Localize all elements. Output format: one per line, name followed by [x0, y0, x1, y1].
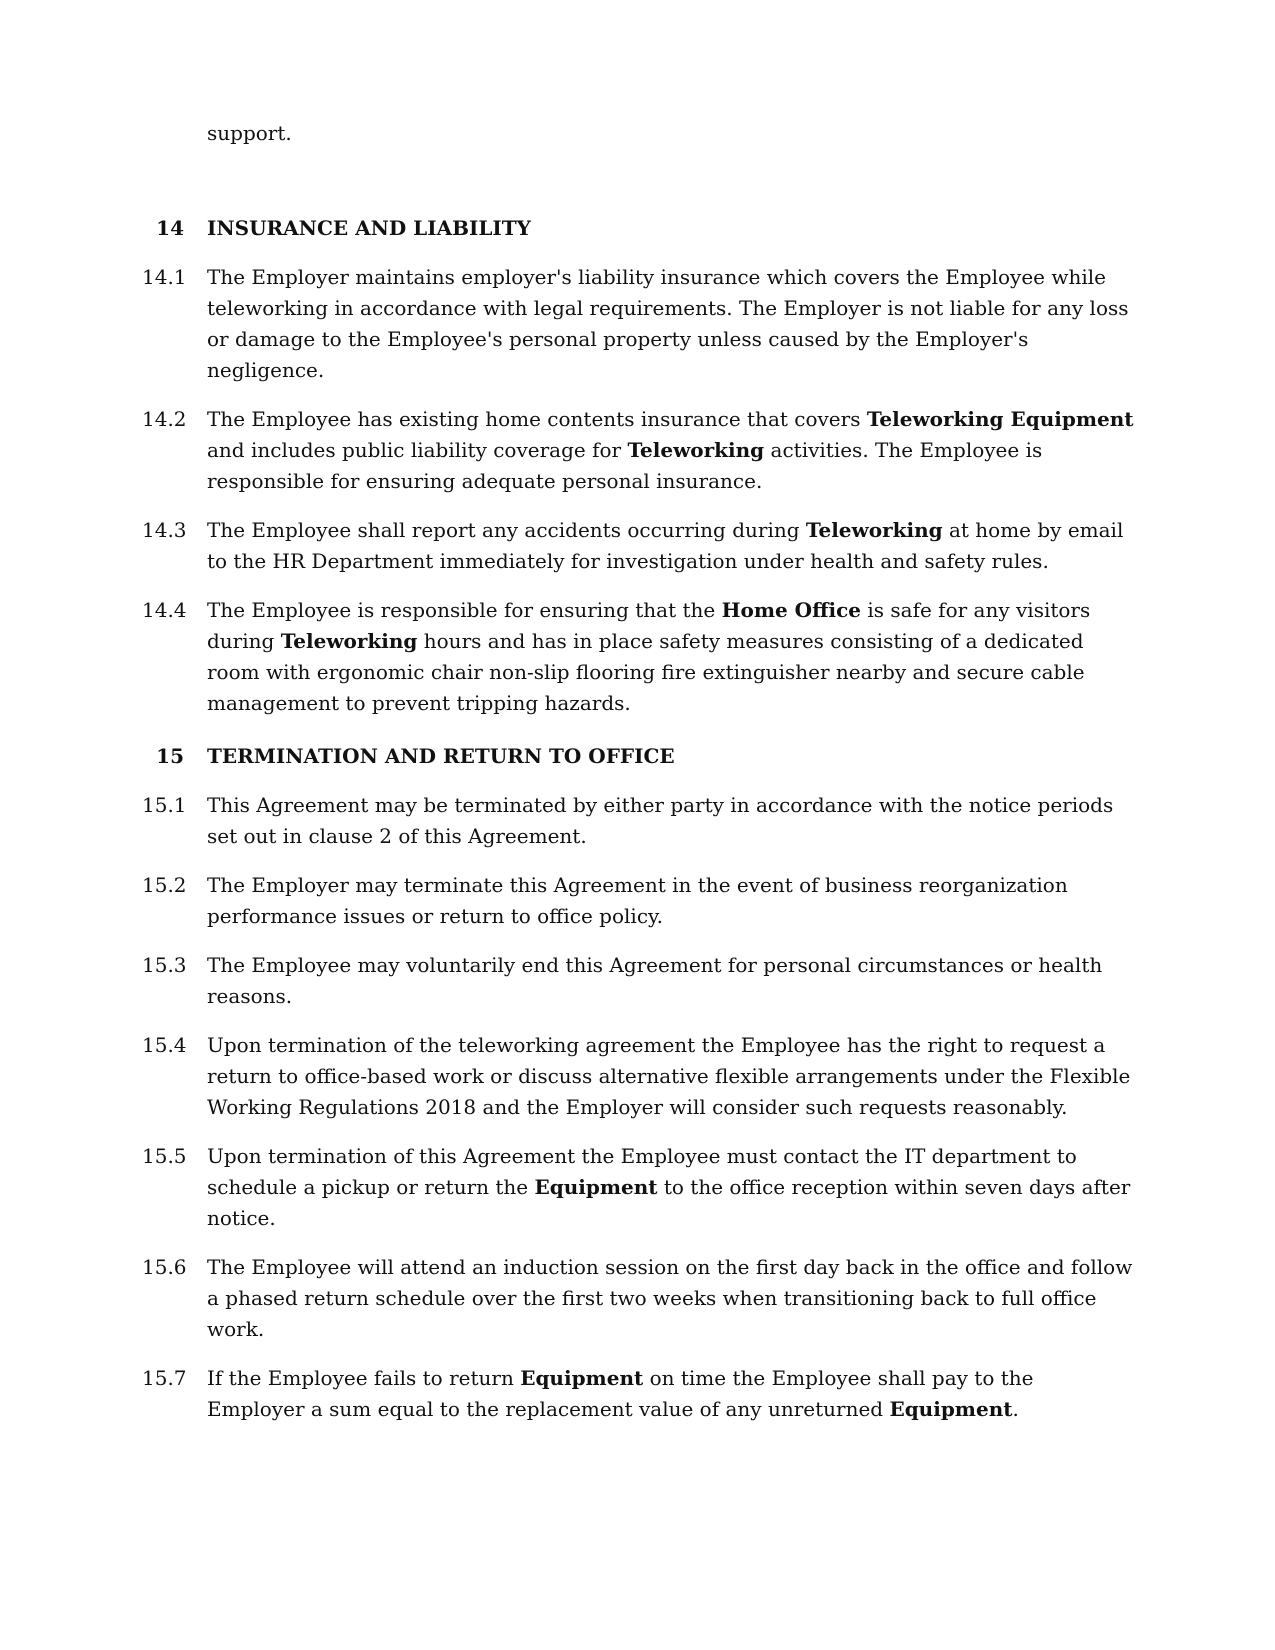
clause-text: If the Employee fails to return Equipment on time the Employee shall pay to the Employer a sum equal to the replacement value of any unreturned Equipment. — [207, 1366, 1034, 1421]
clause-text: Upon termination of the teleworking agreement the Employee has the right to request a return to office-based work or discuss alternative flexible arrangements under the Flexible Working Regulations 2018 and the Employer will consider such requests reasonably. — [207, 1033, 1131, 1119]
defined-term: Equipment — [534, 1175, 658, 1199]
section-title: INSURANCE AND LIABILITY — [207, 216, 531, 240]
clause-item — [0, 1030, 1275, 1123]
clause-text: The Employee shall report any accidents occurring during Teleworking at home by email to the HR Department immediately for investigation under health and safety rules. — [207, 518, 1124, 573]
clause-item — [0, 950, 1275, 1012]
defined-term: Teleworking Equipment — [866, 407, 1134, 431]
clause-text: The Employee is responsible for ensuring that the Home Office is safe for any visitors during Teleworking hours and has in place safety measures consisting of a dedicated room with ergonomic chair non-slip flooring fire extinguisher nearby and secure cable management to prevent tripping hazards. — [207, 598, 1091, 715]
section-number: 14 — [156, 216, 184, 240]
clause-item — [0, 790, 1275, 852]
defined-term: Equipment — [520, 1366, 644, 1390]
clause-item — [0, 1141, 1275, 1234]
clause-item — [0, 870, 1275, 932]
clause-number: 14.2 — [142, 407, 187, 431]
defined-term: Home Office — [721, 598, 862, 622]
clause-text: The Employee will attend an induction session on the first day back in the office and follow a phased return schedule over the first two weeks when transitioning back to full office work. — [207, 1255, 1133, 1341]
defined-term: Teleworking — [627, 438, 765, 462]
clause-number: 15.3 — [142, 953, 187, 977]
clause-item — [0, 515, 1275, 577]
continuation-text: support. — [207, 121, 292, 145]
clause-list — [0, 790, 1275, 1425]
clause-text: This Agreement may be terminated by either party in accordance with the notice periods set out in clause 2 of this Agreement. — [207, 793, 1114, 848]
clause-text: The Employer maintains employer's liability insurance which covers the Employee while teleworking in accordance with legal requirements. The Employer is not liable for any loss or damage to the Employee's personal property unless caused by the Employer's negligence. — [207, 265, 1129, 382]
clause-text: The Employee may voluntarily end this Agreement for personal circumstances or health reasons. — [207, 953, 1103, 1008]
section-title: TERMINATION AND RETURN TO OFFICE — [207, 744, 675, 768]
section-termination-return — [0, 741, 1275, 1425]
defined-term: Teleworking — [805, 518, 943, 542]
clause-text: The Employee has existing home contents insurance that covers Teleworking Equipment and includes public liability coverage for Teleworking activities. The Employee is responsible for ensuring adequate personal insurance. — [207, 407, 1134, 493]
clause-number: 15.6 — [142, 1255, 187, 1279]
clause-item — [0, 595, 1275, 719]
section-insurance-liability — [0, 213, 1275, 719]
clause-text: The Employer may terminate this Agreement in the event of business reorganization performance issues or return to office policy. — [207, 873, 1068, 928]
clause-item — [0, 1363, 1275, 1425]
clause-number: 14.4 — [142, 598, 187, 622]
clause-list — [0, 262, 1275, 719]
section-number: 15 — [156, 744, 184, 768]
clause-number: 15.4 — [142, 1033, 187, 1057]
clause-number: 15.7 — [142, 1366, 187, 1390]
defined-term: Equipment — [889, 1397, 1013, 1421]
clause-number: 14.1 — [142, 265, 187, 289]
clause-item — [0, 404, 1275, 497]
clause-number: 14.3 — [142, 518, 187, 542]
section-heading — [0, 741, 1275, 772]
clause-item — [0, 1252, 1275, 1345]
defined-term: Teleworking — [280, 629, 418, 653]
clause-item — [0, 262, 1275, 386]
clause-number: 15.2 — [142, 873, 187, 897]
clause-number: 15.5 — [142, 1144, 187, 1168]
clause-text: Upon termination of this Agreement the Employee must contact the IT department to schedule a pickup or return the Equipment to the office reception within seven days after notice. — [207, 1144, 1131, 1230]
section-heading — [0, 213, 1275, 244]
clause-number: 15.1 — [142, 793, 187, 817]
